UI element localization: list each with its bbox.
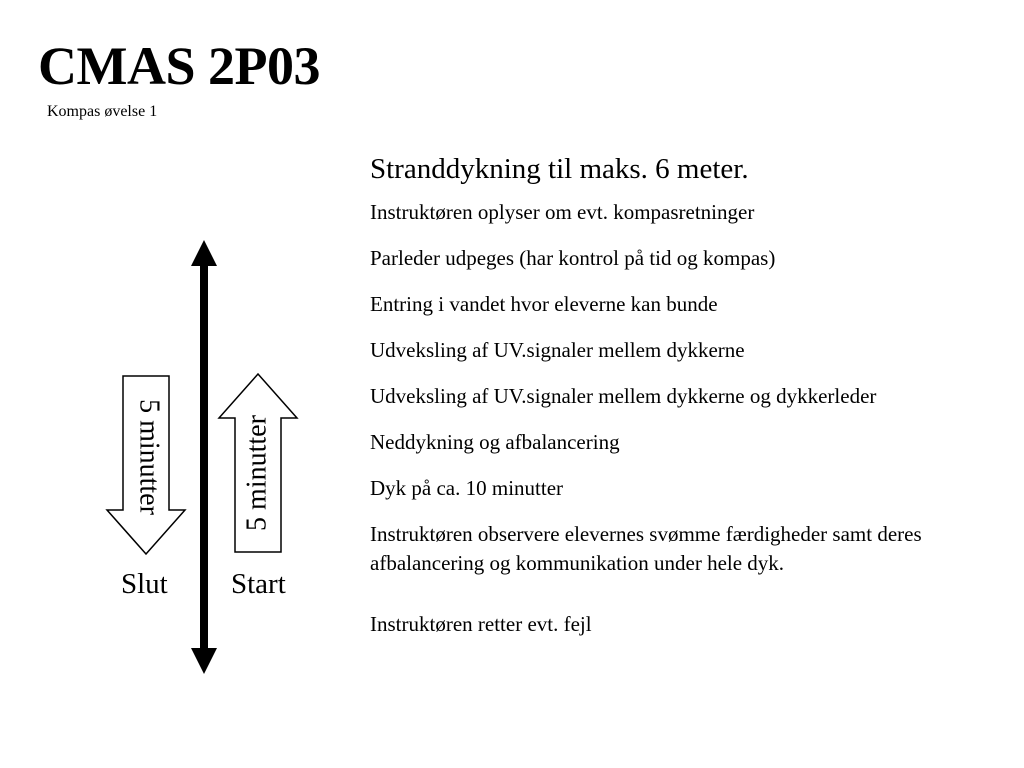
instruction-step: Udveksling af UV.signaler mellem dykkerne og dykkerleder (370, 384, 877, 408)
instruction-step: Instruktøren oplyser om evt. kompasretninger (370, 200, 755, 224)
down-arrow-label: 5 minutter (133, 399, 165, 515)
instruction-step: Instruktøren retter evt. fejl (370, 612, 592, 636)
instruction-step: Entring i vandet hvor eleverne kan bunde (370, 292, 718, 316)
up-arrow-label: 5 minutter (241, 415, 273, 531)
slide-title: CMAS 2P03 (38, 36, 320, 96)
instruction-step: Instruktøren observere elevernes svømme færdigheder samt deres afbalancering og kommunikation under hele dyk. (370, 522, 922, 575)
start-label: Start (231, 568, 286, 600)
instruction-step: Dyk på ca. 10 minutter (370, 476, 564, 500)
up-arrowhead-icon (191, 240, 217, 266)
down-arrowhead-icon (191, 648, 217, 674)
instructions-heading: Stranddykning til maks. 6 meter. (370, 153, 749, 185)
instruction-step: Udveksling af UV.signaler mellem dykkerne (370, 338, 745, 362)
instructions-block (370, 150, 1010, 656)
instruction-step: Parleder udpeges (har kontrol på tid og kompas) (370, 246, 776, 270)
end-label: Slut (121, 568, 168, 600)
compass-route-diagram (0, 0, 360, 768)
instruction-step: Neddykning og afbalancering (370, 430, 620, 454)
slide-subtitle: Kompas øvelse 1 (47, 103, 158, 120)
